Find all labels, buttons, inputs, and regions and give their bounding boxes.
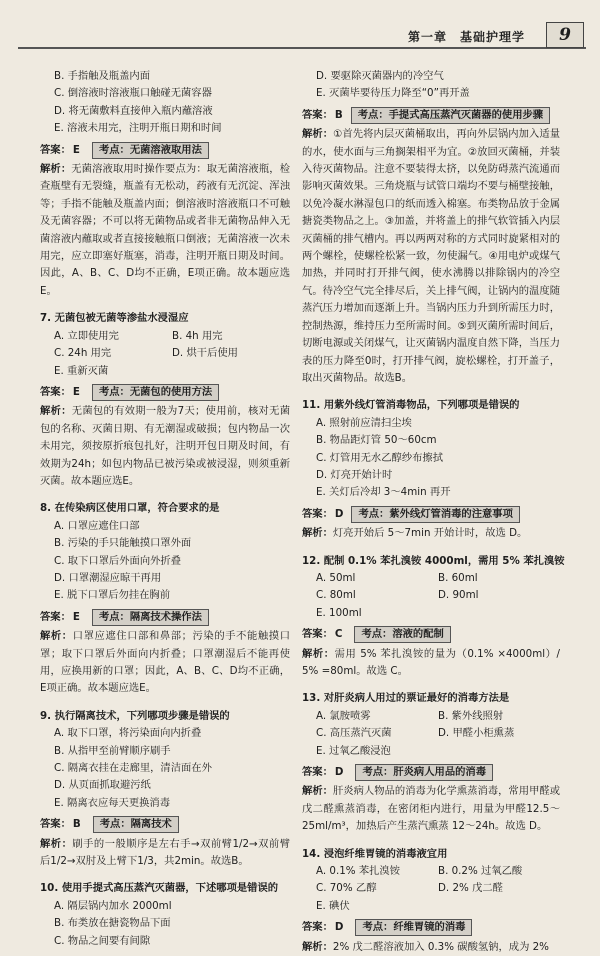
option: D. 2% 戊二醛 — [438, 882, 503, 895]
option: D. 灯亮开始计时 — [316, 468, 393, 481]
option: A. 隔层锅内加水 2000ml — [54, 899, 172, 912]
option: D. 口罩潮湿应晾干再用 — [54, 571, 162, 584]
explanation-text: 刷手的一般顺序是左右手→双前臂1/2→双前臂后1/2→双肘及上臂下1/3，共2min。故选B。 — [40, 837, 291, 868]
option: E. 脱下口罩后勿挂在胸前 — [54, 589, 171, 602]
option: E. 重新灭菌 — [54, 364, 109, 377]
option: B. 手指触及瓶盖内面 — [54, 70, 150, 82]
explanation-text: 需用 5% 苯扎溴铵的量为（0.1% ×4000ml）/ 5% =80ml。故选 C。 — [302, 647, 561, 677]
option: A. 取下口罩，将污染面向内折叠 — [54, 727, 202, 740]
option: E. 碘伏 — [316, 899, 350, 912]
chapter-title: 第一章 基础护理学 — [408, 30, 526, 44]
explanation-text: 口罩应遮住口部和鼻部；污染的手不能触摸口罩；取下口罩后外面向内折叠；口罩潮湿后不能再使用，应换用新的口罩；因此，A、B、C、D均不正确，E项正确。故本题应选E。 — [40, 630, 290, 695]
answer-line — [40, 384, 290, 401]
option: E. 关灯后冷却 3～4min 再开 — [316, 486, 451, 499]
option: E. 灭菌毕要待压力降至“0”再开盖 — [316, 87, 470, 100]
option: B. 物品距灯管 50～60cm — [316, 434, 437, 447]
option: D. 烘干后使用 — [172, 347, 238, 360]
header-rule — [18, 47, 586, 49]
answer-line — [40, 816, 290, 833]
option: D. 90ml — [438, 589, 479, 602]
explanation-label: 解析： — [40, 405, 72, 418]
option: A. 口罩应遮住口部 — [54, 519, 140, 532]
answer-value: B — [334, 108, 343, 121]
answer-label: 答案： — [40, 385, 71, 398]
answer-value: B — [72, 818, 81, 831]
answer-label: 答案： — [302, 628, 333, 641]
option-grid — [302, 570, 560, 605]
explanation-label: 解析： — [302, 940, 333, 953]
question-title: 11. 用紫外线灯管消毒物品，下列哪项是错误的 — [302, 399, 520, 412]
key-point-box: 考点：无菌包的使用方法 — [92, 384, 219, 401]
explanation — [40, 161, 290, 300]
option: B. 从指甲至前臂顺序刷手 — [54, 744, 171, 757]
explanation-text: ①首先将内层灭菌桶取出，再向外层锅内加入适量的水，使水面与三角搁架相平为宜。②放回灭菌桶，并装入待灭菌物品。注意不要装得太挤，以免防碍蒸汽流通而影响灭菌效果。三角烧瓶与试管口端均不要与桶壁接触，以免冷凝水淋湿包口的纸而透入棉塞。布类物品放于金属搪瓷类物品之上。③加盖，并将盖上的排气软管插入内层灭菌桶的排气槽内。再以两两对称的方式同时旋紧相对的两个螺栓，使螺栓松紧一致，勿使漏气。④用电炉或煤气加热，并同时打开排气阀，使水沸腾以排除锅内的冷空气。待冷空气完全排尽后，关上排气阀，让锅内的温度随蒸汽压力增加而逐渐上升。当锅内压力升到所需压力时，控制热源，维持压力至所需时间。⑤到灭菌所需时间后，切断电源或关闭煤气，让灭菌锅内温度自然下降，当压力表的压力降至0时，打开排气阀，旋松螺栓，打开盖子，取出灭菌物品。故选B。 — [302, 128, 561, 384]
option-grid — [302, 708, 560, 743]
question-title: 13. 对肝炎病人用过的票证最好的消毒方法是 — [302, 692, 510, 705]
explanation — [40, 836, 290, 871]
key-point-box: 考点：隔离技术 — [93, 816, 179, 833]
answer-line — [302, 626, 560, 643]
key-point-box: 考点：溶液的配制 — [354, 626, 450, 643]
option: A. 氯胺喷雾 — [316, 709, 371, 722]
explanation-label: 解析： — [302, 647, 335, 660]
explanation — [302, 783, 560, 835]
answer-label: 答案： — [40, 818, 71, 831]
explanation — [302, 525, 560, 542]
answer-line — [302, 107, 560, 124]
explanation — [302, 126, 560, 387]
explanation-label: 解析： — [40, 837, 73, 850]
option: C. 24h 用完 — [54, 347, 112, 360]
answer-label: 答案： — [302, 108, 333, 121]
answer-line — [302, 919, 560, 936]
answer-value: C — [334, 628, 343, 641]
key-point-box: 考点：肝炎病人用品的消毒 — [355, 764, 493, 781]
explanation-label: 解析： — [40, 630, 73, 643]
explanation-text: 无菌溶液取用时操作要点为：取无菌溶液瓶，检查瓶壁有无裂缝，瓶盖有无松动，药液有无沉淀、浑浊等；手指不能触及瓶盖内面；倒溶液时溶液瓶口不可触及无菌容器；不可以将无菌物品或者非无菌物品伸入无菌溶液内蘸取或者直接接触瓶口倒液；无菌溶液一次未用完，应立即塞好瓶塞，消毒，注明开瓶日期及时间。因此，A、B、C、D均不正确，E项正确。故本题应选E。 — [40, 163, 290, 297]
option: E. 过氧乙酸浸泡 — [316, 744, 391, 757]
option: A. 50ml — [316, 571, 356, 584]
left-column — [40, 68, 290, 950]
explanation — [40, 403, 290, 490]
answer-value: D — [334, 507, 344, 520]
option: D. 甲醛小柜熏蒸 — [438, 727, 515, 740]
option: A. 照射前应清扫尘埃 — [316, 416, 412, 429]
answer-label: 答案： — [40, 610, 71, 623]
option: C. 取下口罩后外面向外折叠 — [54, 554, 182, 567]
option: C. 倒溶液时溶液瓶口触碰无菌容器 — [54, 87, 212, 100]
option: B. 紫外线照射 — [438, 709, 504, 722]
option: D. 从页面抓取避污纸 — [54, 779, 151, 792]
question-title: 12. 配制 0.1% 苯扎溴铵 4000ml，需用 5% 苯扎溴铵 — [302, 554, 565, 567]
option: C. 隔离衣挂在走廊里，清洁面在外 — [54, 762, 212, 775]
question-title: 14. 浸泡纤维胃镜的消毒液宜用 — [302, 847, 448, 860]
option: C. 物品之间要有间隙 — [54, 934, 151, 947]
answer-label: 答案： — [302, 507, 333, 520]
option: D. 将无菌敷料直接伸入瓶内蘸溶液 — [54, 104, 213, 117]
explanation — [40, 628, 290, 698]
option: E. 溶液未用完，注明开瓶日期和时间 — [54, 122, 222, 135]
page-header — [0, 22, 600, 62]
option-grid — [40, 328, 290, 363]
option: C. 80ml — [316, 589, 356, 602]
answer-label: 答案： — [302, 921, 333, 934]
answer-line — [40, 142, 290, 159]
answer-value: E — [72, 610, 80, 623]
explanation-label: 解析： — [302, 128, 334, 141]
explanation — [302, 939, 560, 956]
option: C. 70% 乙醇 — [316, 882, 377, 895]
explanation-label: 解析： — [302, 785, 333, 798]
question-title: 8. 在传染病区使用口罩，符合要求的是 — [40, 502, 220, 515]
answer-line — [40, 609, 290, 626]
explanation-text: 肝炎病人物品的消毒为化学熏蒸消毒，常用甲醛或戊二醛熏蒸消毒，在密闭柜内进行，用量为甲醛12.5～25ml/m³，加热后产生蒸汽熏蒸 12～24h。故选 D。 — [302, 785, 561, 833]
option: B. 布类放在搪瓷物品下面 — [54, 917, 171, 930]
option: B. 4h 用完 — [172, 329, 223, 342]
question-title: 10. 使用手提式高压蒸汽灭菌器，下述哪项是错误的 — [40, 882, 279, 895]
answer-value: E — [72, 385, 80, 398]
key-point-box: 考点：手提式高压蒸汽灭菌器的使用步骤 — [351, 107, 550, 124]
answer-label: 答案： — [302, 766, 333, 779]
explanation-text: 2% 戊二醛溶液加入 0.3% 碳酸氢钠，成为 2% — [332, 940, 549, 953]
key-point-box: 考点：纤维胃镜的消毒 — [355, 919, 472, 936]
option: E. 隔离衣应每天更换消毒 — [54, 796, 171, 809]
page-number: 9 — [546, 22, 584, 48]
option: E. 100ml — [316, 606, 362, 619]
right-column — [302, 68, 565, 956]
explanation-text: 灯亮开始后 5～7min 开始计时，故选 D。 — [332, 527, 528, 540]
option: D. 要驱除灭菌器内的冷空气 — [316, 70, 444, 82]
explanation-label: 解析： — [302, 527, 333, 540]
answer-line — [302, 506, 560, 523]
option: C. 灯管用无水乙醇纱布擦拭 — [316, 451, 444, 464]
question-title: 9. 执行隔离技术，下列哪项步骤是错误的 — [40, 709, 230, 722]
answer-value: E — [72, 143, 80, 156]
question-title: 7. 无菌包被无菌等渗盐水浸湿应 — [40, 312, 189, 325]
option: B. 60ml — [438, 571, 478, 584]
explanation-label: 解析： — [40, 163, 72, 176]
option: B. 0.2% 过氧乙酸 — [438, 865, 523, 878]
option: C. 高压蒸汽灭菌 — [316, 727, 392, 740]
explanation-text: 无菌包的有效期一般为7天；使用前，核对无菌包的名称、灭菌日期、有无潮湿或破损；包内物品一次未用完，须按原折痕包扎好，注明开包日期及时间，有效期为24h；如包内物品已被污染或被浸湿，则须重新灭菌。故本题应选E。 — [40, 405, 291, 487]
answer-line — [302, 764, 560, 781]
option: A. 0.1% 苯扎溴铵 — [316, 865, 401, 878]
answer-value: D — [334, 921, 344, 934]
option: A. 立即使用完 — [54, 329, 119, 342]
key-point-box: 考点：隔离技术操作法 — [92, 609, 209, 626]
key-point-box: 考点：紫外线灯管消毒的注意事项 — [351, 506, 519, 523]
option-grid — [302, 863, 560, 898]
answer-label: 答案： — [40, 143, 71, 156]
explanation — [302, 646, 560, 681]
option: B. 污染的手只能触摸口罩外面 — [54, 537, 192, 550]
answer-value: D — [334, 766, 344, 779]
key-point-box: 考点：无菌溶液取用法 — [92, 142, 209, 159]
